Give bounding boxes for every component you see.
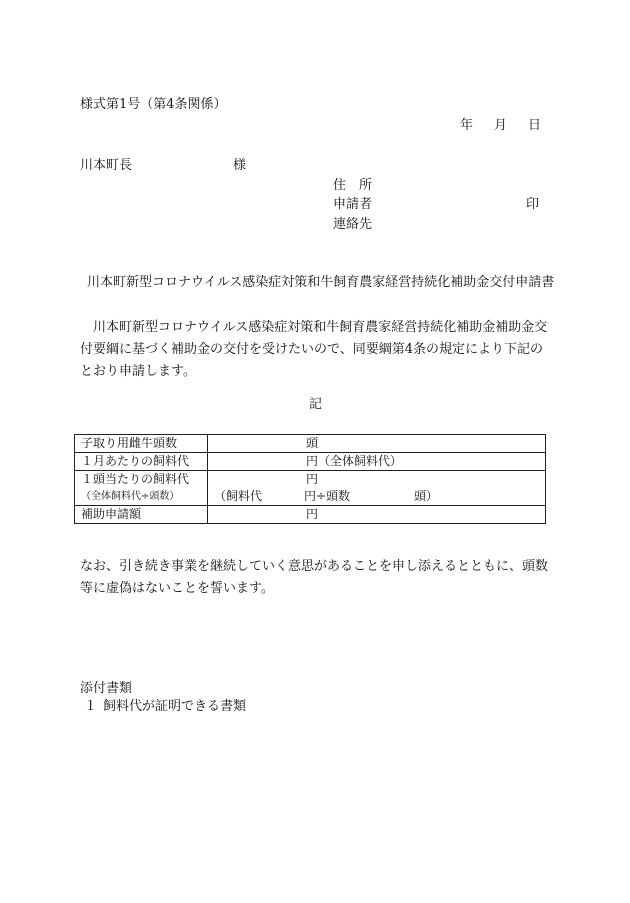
attachment-item-text: 飼料代が証明できる書類 — [103, 699, 247, 714]
table-row — [75, 506, 546, 524]
per-head-feed-cell — [75, 471, 208, 506]
form-number: 様式第1号（第4条関係） — [80, 97, 227, 112]
intro-paragraph: 川本町新型コロナウイルス感染症対策和牛飼育農家経営持続化補助金補助金交付要綱に基づく補助金の交付を受けたいので、同要綱第4条の規定により下記のとおり申請します。 — [80, 320, 548, 379]
cow-count-label: 子取り用雌牛頭数 — [75, 435, 208, 453]
subsidy-amount-label: 補助申請額 — [75, 506, 208, 524]
calc-head-label: 頭） — [414, 489, 439, 503]
addressee-name: 川本町長 — [80, 158, 133, 173]
per-head-feed-label: １頭当たりの飼料代 — [81, 472, 190, 486]
attachment-item-number: １ — [84, 699, 98, 714]
seal-mark: 印 — [526, 197, 540, 212]
calc-feed-label: （飼料代 — [214, 489, 263, 503]
declaration-paragraph: なお、引き続き事業を継続していく意思があることを申し添えるとともに、頭数等に虚偽はないことを誓います。 — [80, 559, 549, 596]
application-table — [74, 434, 546, 524]
per-head-feed-sublabel: （全体飼料代÷頭数） — [81, 491, 180, 502]
per-head-feed-value-cell — [208, 471, 546, 506]
monthly-feed-value: 円（全体飼料代） — [208, 453, 546, 471]
per-head-calc — [214, 488, 545, 505]
per-head-feed-unit: 円 — [306, 472, 319, 486]
subsidy-amount-unit: 円 — [208, 506, 546, 524]
table-row — [75, 471, 546, 506]
cow-count-unit: 頭 — [208, 435, 546, 453]
table-row — [75, 435, 546, 453]
table-row — [75, 453, 546, 471]
addressee-honorific: 様 — [233, 158, 247, 173]
monthly-feed-label: １月あたりの飼料代 — [75, 453, 208, 471]
ki-heading: 記 — [309, 397, 323, 412]
calc-divider-label: 円÷頭数 — [304, 489, 351, 503]
attachments-title: 添付書類 — [80, 681, 133, 696]
date-year-label: 年 — [460, 118, 474, 133]
address-label: 住 所 — [333, 178, 373, 193]
date-day-label: 日 — [528, 118, 542, 133]
document-title: 川本町新型コロナウイルス感染症対策和牛飼育農家経営持続化補助金交付申請書 — [87, 275, 555, 290]
contact-label: 連絡先 — [333, 217, 373, 232]
date-month-label: 月 — [494, 118, 508, 133]
applicant-label: 申請者 — [333, 197, 373, 212]
